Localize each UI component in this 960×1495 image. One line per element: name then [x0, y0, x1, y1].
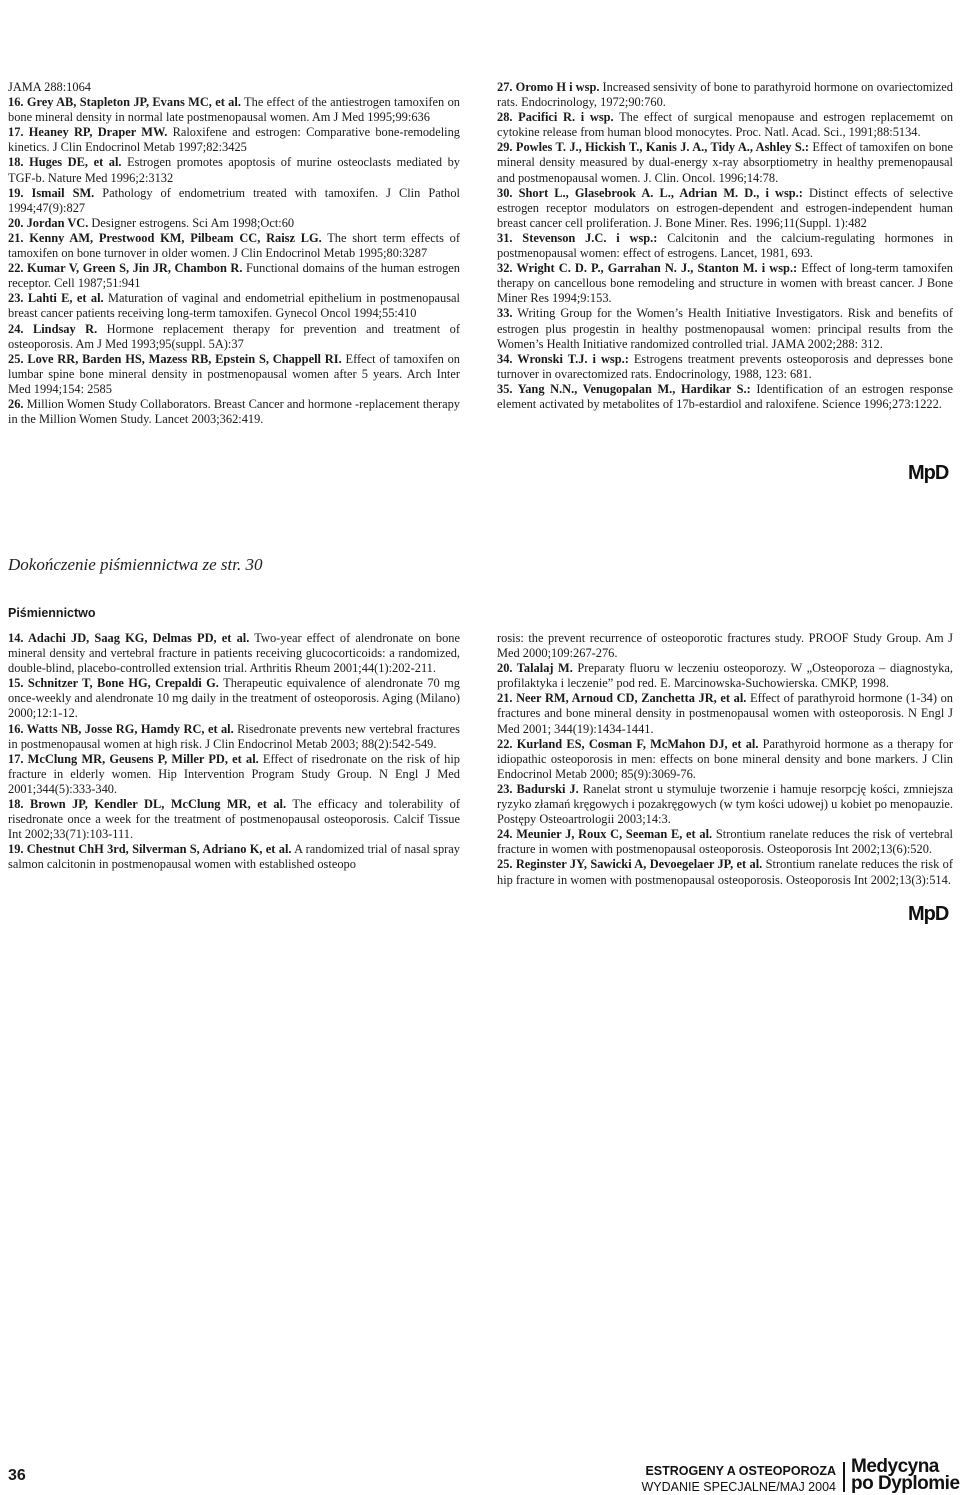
reference-authors: 32. Wright C. D. P., Garrahan N. J., Stanton M. i wsp.:: [497, 261, 798, 276]
reference-authors: 24. Lindsay R.: [8, 321, 98, 336]
reference-authors: 20. Jordan VC.: [8, 215, 89, 230]
reference-authors: 29. Powles T. J., Hickish T., Kanis J. A., Tidy A., Ashley S.:: [497, 140, 809, 155]
reference-entry: [497, 80, 953, 110]
reference-text: Preparaty fluoru w leczeniu osteoporozy. W „Osteoporoza – diagnostyka, profilaktyka i leczenie” pod red. E. Marcinowska-Suchowierska. CMKP, 1998.: [497, 661, 953, 691]
reference-text: Identification of an estrogen response element activated by metabolites of 17b-estardiol and raloxifene. Science 1996;273:1222.: [497, 381, 953, 411]
publication-issue: WYDANIE SPECJALNE/MAJ 2004: [641, 1480, 836, 1494]
reference-entry: [8, 155, 460, 185]
reference-authors: 21. Kenny AM, Prestwood KM, Pilbeam CC, Raisz LG.: [8, 230, 322, 245]
footer-divider: [843, 1462, 845, 1492]
reference-authors: 19. Chestnut ChH 3rd, Silverman S, Adriano K, et al.: [8, 842, 292, 857]
reference-authors: 18. Brown JP, Kendler DL, McClung MR, et al.: [8, 797, 287, 812]
reference-text: Functional domains of the human estrogen receptor. Cell 1987;51:941: [8, 261, 461, 291]
reference-entry: [8, 216, 460, 231]
reference-authors: 17. McClung MR, Geusens P, Miller PD, et al.: [8, 751, 259, 766]
reference-entry: [8, 322, 460, 352]
reference-text: The short term effects of tamoxifen on bone turnover in older women. J Clin Endocrinol Metab 1995;80:3287: [8, 230, 461, 261]
reference-authors: 20. Talalaj M.: [497, 661, 573, 676]
reference-text: Effect of parathyroid hormone (1-34) on fractures and bone mineral density in postmenopausal women with osteoporosis. N Engl J Med 2001; 344(19):1434-1441.: [497, 691, 953, 736]
reference-entry: [497, 110, 953, 140]
reference-authors: 25. Love RR, Barden HS, Mazess RB, Epstein S, Chappell RI.: [8, 351, 342, 366]
reference-text: The efficacy and tolerability of risedronate once a week for the treatment of postmenopausal osteoporosis. Calcif Tissue Int 2002;33(71):103-111.: [8, 797, 460, 842]
reference-entry: [497, 737, 953, 782]
reference-text: Strontium ranelate reduces the risk of vertebral fracture in women with postmenopausal osteoporosis. Osteoporosis Int 2002;13(6):520.: [497, 827, 953, 857]
reference-text: Estrogens treatment prevents osteoporosis and depresses bone turnover in ovarectomized rats. Endocrinology, 1988, 123: 681.: [497, 351, 953, 381]
reference-entry: [497, 691, 953, 736]
reference-entry: [497, 382, 953, 412]
reference-text: Strontium ranelate reduces the risk of hip fracture in women with postmenopausal osteoporosis. Osteoporosis Int 2002;13(3):514.: [497, 857, 953, 887]
reference-entry: [497, 661, 953, 691]
page-number: 36: [8, 1467, 26, 1484]
reference-authors: 27. Oromo H i wsp.: [497, 80, 600, 94]
reference-authors: 35. Yang N.N., Venugopalan M., Hardikar S.:: [497, 381, 751, 396]
reference-text: Distinct effects of selective estrogen receptor modulators on estrogen-dependent and estrogen-independent human breast cancer cell proliferation. J. Bone Miner. Res. 1996;11(Suppl. 1):482: [497, 185, 953, 230]
reference-entry: [497, 231, 953, 261]
reference-entry: [8, 631, 460, 676]
reference-authors: 14. Adachi JD, Saag KG, Delmas PD, et al.: [8, 631, 250, 645]
reference-entry: [8, 291, 460, 321]
reference-entry: [497, 306, 953, 351]
reference-authors: 24. Meunier J, Roux C, Seeman E, et al.: [497, 827, 713, 842]
reference-entry: [497, 352, 953, 382]
reference-authors: 18. Huges DE, et al.: [8, 155, 122, 170]
reference-text: Million Women Study Collaborators. Breast Cancer and hormone -replacement therapy in the Million Women Study. Lancet 2003;362:419.: [8, 396, 460, 427]
reference-text: Pathology of endometrium treated with tamoxifen. J Clin Pathol 1994;47(9):827: [8, 185, 460, 215]
logo-line-2: po Dyplomie: [851, 1473, 960, 1494]
reference-entry: [8, 95, 460, 125]
reference-text: The effect of the antiestrogen tamoxifen on bone mineral density in normal late postmenopausal women. Am J Med 1995;99:636: [8, 95, 460, 125]
reference-entry: [8, 722, 460, 752]
reference-text: rosis: the prevent recurrence of osteoporotic fractures study. PROOF Study Group. Am J Med 2000;109:267-276.: [497, 631, 953, 661]
mpd-logo: MpD: [908, 462, 949, 484]
reference-authors: 22. Kumar V, Green S, Jin JR, Chambon R.: [8, 261, 243, 276]
reference-authors: 25. Reginster JY, Sawicki A, Devoegelaer JP, et al.: [497, 857, 763, 872]
medycyna-po-dyplomie-logo: [851, 1458, 960, 1492]
reference-text: Therapeutic equivalence of alendronate 70 mg once-weekly and alendronate 10 mg daily in the treatment of osteoporosis. Aging (Milano) 2000;12:1-12.: [8, 676, 461, 721]
reference-entry: [497, 857, 953, 887]
reference-text: Estrogen promotes apoptosis of murine osteoclasts mediated by TGF-b. Nature Med 1996;2:3132: [8, 155, 460, 185]
reference-text: Effect of tamoxifen on lumbar spine bone mineral density in postmenopausal women after 5 years. Arch Inter Med 1994;154: 2585: [8, 351, 460, 396]
reference-authors: 30. Short L., Glasebrook A. L., Adrian M. D., i wsp.:: [497, 185, 803, 200]
reference-entry: [8, 231, 460, 261]
reference-text: Maturation of vaginal and endometrial epithelium in postmenopausal breast cancer patients receiving long-term tamoxifen. Gynecol Oncol 1994;55:410: [8, 291, 460, 321]
reference-authors: 33.: [497, 306, 513, 321]
reference-entry: [497, 140, 953, 185]
reference-text: Ranelat stront u stymuluje tworzenie i hamuje resorpcję kości, zmniejsza ryzyko złamań kręgowych i pozakręgowych (w tym kości udowej) u kobiet po menopauzie. Postępy Osteoartrologii 2003;14:3.: [497, 781, 953, 827]
reference-authors: 16. Grey AB, Stapleton JP, Evans MC, et al.: [8, 95, 241, 110]
reference-text: The effect of surgical menopause and estrogen replacememt on cytokine release from human blood monocytes. Proc. Natl. Acad. Sci., 1991;88:5134.: [497, 110, 954, 140]
logo-line-1: Medycyna: [851, 1456, 939, 1477]
references-heading: Piśmiennictwo: [8, 606, 96, 620]
reference-entry: [8, 352, 460, 397]
reference-authors: 23. Lahti E, et al.: [8, 291, 104, 306]
publication-title: ESTROGENY A OSTEOPOROZA: [645, 1464, 836, 1478]
reference-authors: 26.: [8, 396, 24, 411]
references-bottom-left: [8, 631, 460, 873]
reference-text: Effect of long-term tamoxifen therapy on cancellous bone remodeling and structure in women with breast cancer. J Bone Miner Res 1994;9:153.: [497, 261, 953, 306]
reference-text: A randomized trial of nasal spray salmon calcitonin in postmenopausal women with established osteopo: [8, 842, 460, 872]
reference-entry: [8, 80, 460, 95]
reference-authors: 31. Stevenson J.C. i wsp.:: [497, 230, 658, 245]
reference-authors: 19. Ismail SM.: [8, 185, 95, 200]
reference-text: JAMA 288:1064: [8, 80, 91, 94]
reference-text: Two-year effect of alendronate on bone mineral density and vertebral fracture in patients receiving glucocorticoids: a randomized, double-blind, placebo-controlled extension trial. Arthritis Rheum 2001;44(1):202-211.: [8, 631, 460, 676]
reference-entry: [497, 782, 953, 827]
references-top-left: [8, 80, 460, 427]
reference-text: Raloxifene and estrogen: Comparative bone-remodeling kinetics. J Clin Endocrinol Metab 1997;82:3425: [8, 125, 460, 155]
reference-text: Hormone replacement therapy for prevention and treatment of osteoporosis. Am J Med 1993;95(suppl. 5A):37: [8, 321, 460, 351]
reference-text: Effect of risedronate on the risk of hip fracture in elderly women. Hip Intervention Program Study Group. N Engl J Med 2001;344(5):333-340.: [8, 751, 460, 796]
reference-text: Increased sensivity of bone to parathyroid hormone on ovariectomized rats. Endocrinology, 1972;90:760.: [497, 80, 953, 110]
reference-authors: 15. Schnitzer T, Bone HG, Crepaldi G.: [8, 676, 219, 691]
reference-authors: 28. Pacifici R. i wsp.: [497, 110, 614, 125]
reference-authors: 21. Neer RM, Arnoud CD, Zanchetta JR, et al.: [497, 691, 747, 706]
continuation-title: Dokończenie piśmiennictwa ze str. 30: [8, 555, 263, 574]
reference-entry: [8, 752, 460, 797]
reference-authors: 17. Heaney RP, Draper MW.: [8, 125, 168, 140]
reference-entry: [497, 261, 953, 306]
reference-entry: [497, 631, 953, 661]
reference-entry: [8, 261, 460, 291]
reference-entry: [497, 186, 953, 231]
reference-text: Risedronate prevents new vertebral fractures in postmenopausal women at high risk. J Clin Endocrinol Metab 2003; 88(2):542-549.: [8, 721, 460, 751]
mpd-logo: MpD: [908, 903, 949, 925]
reference-text: Parathyroid hormone as a therapy for idiopathic osteoporosis in men: effects on bone mineral density and bone markers. J Clin Endocrinol Metab 2000; 85(9):3069-76.: [497, 736, 953, 781]
reference-text: Writing Group for the Women’s Health Initiative Investigators. Risk and benefits of estrogen plus progestin in healthy postmenopausal women: principal results from the Women’s Health Initiative randomized controlled trial. JAMA 2002;288: 312.: [497, 306, 953, 351]
references-bottom-right: [497, 631, 953, 888]
references-top-right: [497, 80, 953, 412]
footer-title: [641, 1463, 836, 1495]
reference-authors: 16. Watts NB, Josse RG, Hamdy RC, et al.: [8, 721, 234, 736]
reference-authors: 22. Kurland ES, Cosman F, McMahon DJ, et al.: [497, 736, 759, 751]
reference-entry: [8, 186, 460, 216]
reference-text: Calcitonin and the calcium-regulating hormones in postmenopausal women: effect of estrogens. Lancet, 1981, 693.: [497, 230, 953, 261]
reference-authors: 23. Badurski J.: [497, 781, 579, 796]
reference-entry: [8, 125, 460, 155]
reference-entry: [497, 827, 953, 857]
reference-text: Designer estrogens. Sci Am 1998;Oct:60: [88, 215, 295, 230]
reference-entry: [8, 842, 460, 872]
reference-authors: 34. Wronski T.J. i wsp.:: [497, 351, 629, 366]
reference-entry: [8, 397, 460, 427]
reference-entry: [8, 676, 460, 721]
reference-entry: [8, 797, 460, 842]
reference-text: Effect of tamoxifen on bone mineral density measured by dual-energy x-ray absorptiometry in healthy premenopausal and postmenopausal women. J. Clin. Oncol. 1996;14:78.: [497, 140, 953, 185]
